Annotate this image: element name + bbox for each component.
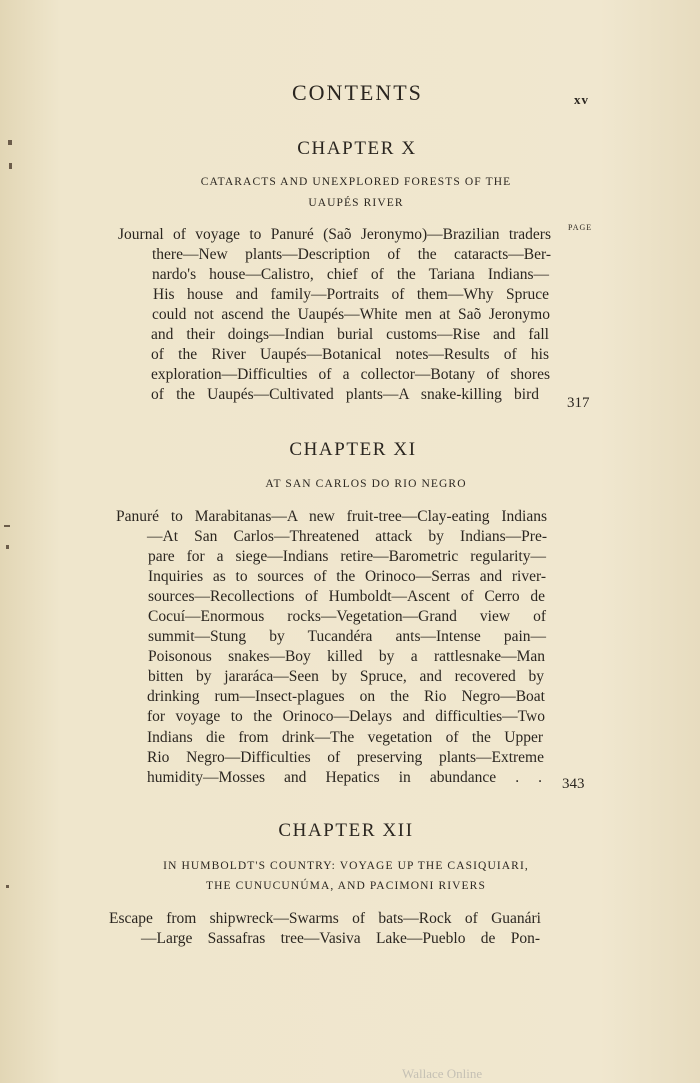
- summary-line: His house and family—Portraits of them—Why Spruce: [153, 286, 549, 303]
- watermark: Wallace Online: [402, 1066, 483, 1081]
- summary-line: Journal of voyage to Panuré (Saõ Jeronymo)—Brazilian traders: [118, 226, 551, 243]
- summary-line: Cocuí—Enormous rocks—Vegetation—Grand view of: [148, 608, 546, 625]
- summary-line: —Large Sassafras tree—Vasiva Lake—Pueblo de Pon-: [141, 930, 540, 947]
- chapter-heading: CHAPTER XII: [278, 820, 414, 841]
- summary-line: Inquiries as to sources of the Orinoco—Serras and river-: [148, 568, 546, 585]
- margin-mark: [8, 140, 12, 145]
- page-column-label: PAGE: [568, 223, 593, 232]
- margin-mark: [6, 885, 9, 888]
- summary-line: sources—Recollections of Humboldt—Ascent of Cerro de: [148, 588, 545, 605]
- page-title: CONTENTS: [292, 80, 423, 105]
- summary-line: humidity—Mosses and Hepatics in abundance . .: [147, 769, 542, 786]
- summary-line: Escape from shipwreck—Swarms of bats—Rock of Guanári: [109, 910, 541, 927]
- summary-line: of the River Uaupés—Botanical notes—Results of his: [151, 346, 549, 363]
- summary-line: Indians die from drink—The vegetation of the Upper: [147, 729, 543, 746]
- summary-line: pare for a siege—Indians retire—Barometric regularity—: [148, 548, 546, 565]
- margin-mark: [9, 163, 12, 169]
- summary-line: and their doings—Indian burial customs—Rise and fall: [151, 326, 549, 343]
- summary-line: Panuré to Marabitanas—A new fruit-tree—Clay-eating Indians: [116, 508, 547, 525]
- summary-line: Rio Negro—Difficulties of preserving plants—Extreme: [147, 749, 544, 766]
- chapter-heading: CHAPTER XI: [289, 439, 417, 460]
- summary-line: nardo's house—Calistro, chief of the Tariana Indians—: [152, 266, 549, 283]
- summary-line: —At San Carlos—Threatened attack by Indians—Pre-: [147, 528, 547, 545]
- summary-line: there—New plants—Description of the cataracts—Ber-: [152, 246, 551, 263]
- page-number: xv: [574, 92, 589, 107]
- chapter-subtitle: CATARACTS AND UNEXPLORED FORESTS OF THE: [200, 176, 512, 188]
- chapter-subtitle: UAUPÉS RIVER: [308, 197, 404, 209]
- summary-line: bitten by jararáca—Seen by Spruce, and recovered by: [148, 668, 544, 685]
- summary-line: drinking rum—Insect-plagues on the Rio Negro—Boat: [147, 688, 545, 705]
- chapter-subtitle: AT SAN CARLOS DO RIO NEGRO: [265, 478, 467, 490]
- summary-line: summit—Stung by Tucandéra ants—Intense pain—: [148, 628, 546, 645]
- page-reference: 317: [567, 395, 590, 411]
- margin-mark: [6, 545, 9, 549]
- chapter-subtitle: THE CUNUCUNÚMA, AND PACIMONI RIVERS: [206, 880, 486, 892]
- summary-line: Poisonous snakes—Boy killed by a rattlesnake—Man: [148, 648, 545, 665]
- chapter-subtitle: IN HUMBOLDT'S COUNTRY: VOYAGE UP THE CASIQUIARI,: [163, 860, 529, 872]
- summary-line: exploration—Difficulties of a collector—Botany of shores: [151, 366, 550, 383]
- chapter-heading: CHAPTER X: [297, 138, 417, 159]
- summary-line: could not ascend the Uaupés—White men at Saõ Jeronymo: [152, 306, 550, 323]
- margin-mark: [4, 525, 10, 527]
- summary-line: for voyage to the Orinoco—Delays and difficulties—Two: [147, 708, 545, 725]
- summary-line: of the Uaupés—Cultivated plants—A snake-killing bird: [151, 386, 539, 403]
- page-reference: 343: [562, 776, 585, 792]
